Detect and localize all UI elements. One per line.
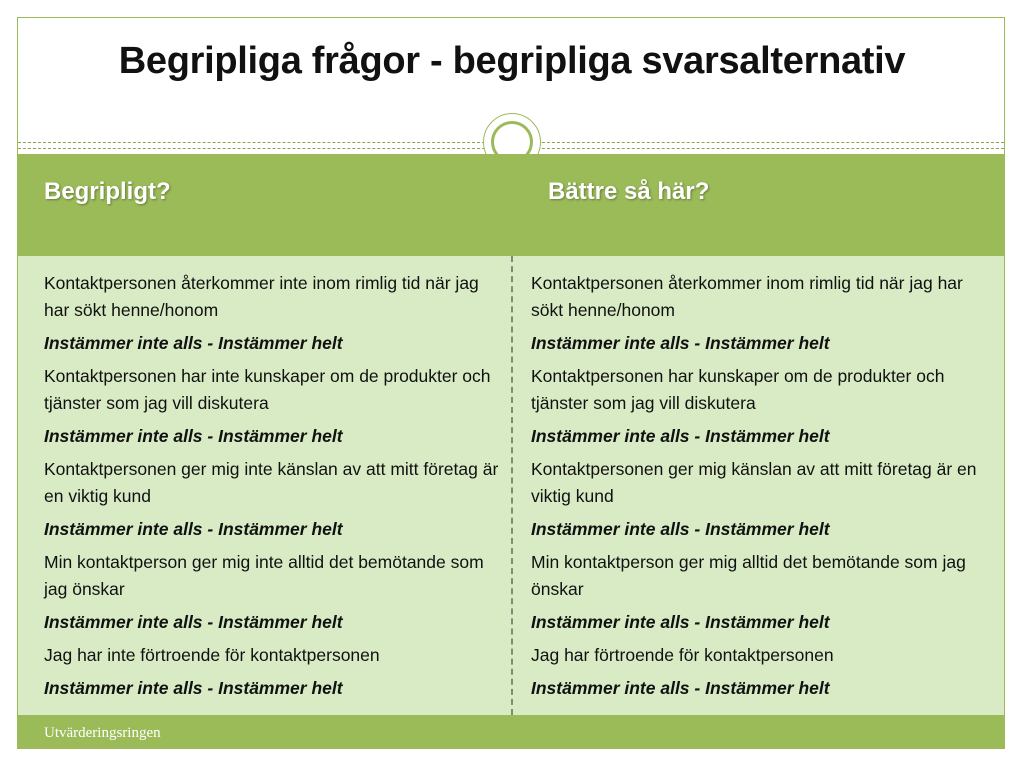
left-column — [44, 270, 500, 708]
list-item — [531, 642, 987, 702]
right-column — [531, 270, 987, 708]
scale-text: Instämmer inte alls - Instämmer helt — [44, 678, 343, 698]
right-column-header: Bättre så här? — [548, 178, 710, 205]
scale-text: Instämmer inte alls - Instämmer helt — [44, 426, 343, 446]
scale-text: Instämmer inte alls - Instämmer helt — [531, 519, 830, 539]
statement-text: Min kontaktperson ger mig alltid det bemötande som jag önskar — [531, 552, 966, 599]
scale-text: Instämmer inte alls - Instämmer helt — [531, 612, 830, 632]
list-item — [44, 363, 500, 450]
list-item — [44, 642, 500, 702]
list-item — [531, 363, 987, 450]
statement-text: Jag har förtroende för kontaktpersonen — [531, 645, 834, 665]
statement-text: Kontaktpersonen ger mig inte känslan av att mitt företag är en viktig kund — [44, 459, 499, 506]
scale-text: Instämmer inte alls - Instämmer helt — [44, 612, 343, 632]
statement-text: Kontaktpersonen återkommer inom rimlig tid när jag har sökt henne/honom — [531, 273, 963, 320]
scale-text: Instämmer inte alls - Instämmer helt — [531, 678, 830, 698]
scale-text: Instämmer inte alls - Instämmer helt — [531, 333, 830, 353]
left-column-header: Begripligt? — [44, 178, 171, 205]
slide-title: Begripliga frågor - begripliga svarsalternativ — [118, 40, 906, 82]
footer-text: Utvärderingsringen — [44, 725, 161, 741]
list-item — [44, 456, 500, 543]
scale-text: Instämmer inte alls - Instämmer helt — [44, 333, 343, 353]
list-item — [531, 549, 987, 636]
list-item — [44, 549, 500, 636]
list-item — [44, 270, 500, 357]
scale-text: Instämmer inte alls - Instämmer helt — [44, 519, 343, 539]
statement-text: Kontaktpersonen har kunskaper om de produkter och tjänster som jag vill diskutera — [531, 366, 945, 413]
list-item — [531, 456, 987, 543]
scale-text: Instämmer inte alls - Instämmer helt — [531, 426, 830, 446]
statement-text: Min kontaktperson ger mig inte alltid det bemötande som jag önskar — [44, 552, 484, 599]
footer-band — [18, 715, 1004, 748]
list-item — [531, 270, 987, 357]
statement-text: Kontaktpersonen har inte kunskaper om de produkter och tjänster som jag vill diskutera — [44, 366, 491, 413]
statement-text: Kontaktpersonen återkommer inte inom rimlig tid när jag har sökt henne/honom — [44, 273, 479, 320]
column-divider — [511, 256, 513, 715]
statement-text: Kontaktpersonen ger mig känslan av att mitt företag är en viktig kund — [531, 459, 977, 506]
statement-text: Jag har inte förtroende för kontaktpersonen — [44, 645, 380, 665]
